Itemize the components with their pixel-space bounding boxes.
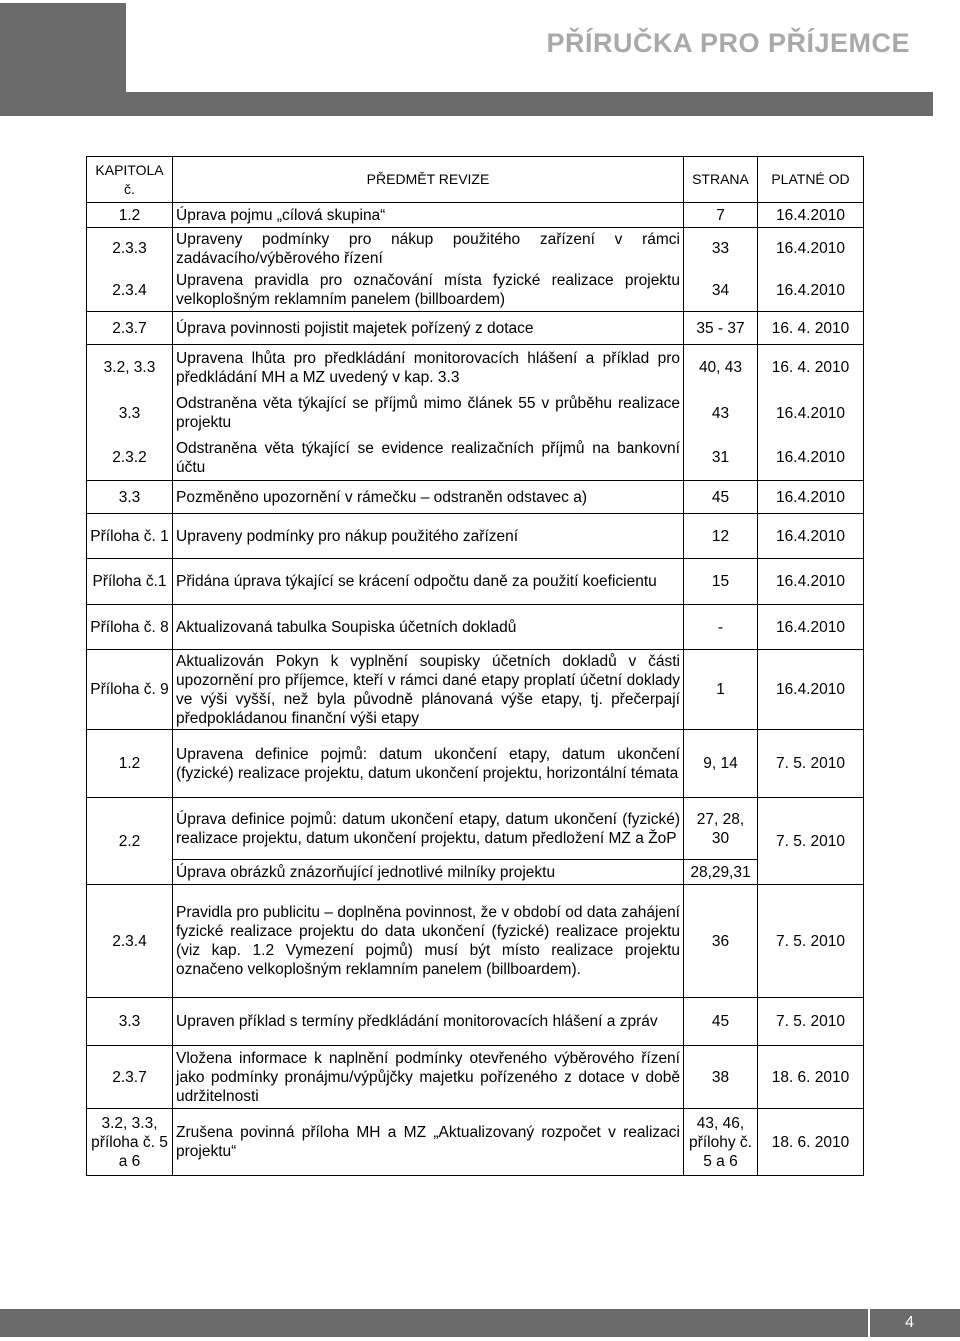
row-chapter: 2.3.4 [87, 885, 173, 998]
header-page: STRANA [684, 157, 758, 203]
row-page: 12 [684, 514, 758, 559]
row-subject: Upravena pravidla pro označování místa fyzické realizace projektu velkoplošným reklamním panelem (billboardem) [173, 270, 684, 312]
row-subject: Aktualizovaná tabulka Soupiska účetních dokladů [173, 605, 684, 650]
page-title: PŘÍRUČKA PRO PŘÍJEMCE [546, 28, 910, 58]
table-row [87, 1046, 864, 1109]
table-row [87, 228, 864, 270]
footer-divider [868, 1309, 870, 1337]
row-chapter: 3.3 [87, 998, 173, 1046]
table-row [87, 1109, 864, 1176]
row-chapter: 3.3 [87, 391, 173, 436]
row-valid: 16.4.2010 [758, 650, 864, 730]
row-subject: Upravena lhůta pro předkládání monitorovacích hlášení a příklad pro předkládání MH a MZ uvedený v kap. 3.3 [173, 345, 684, 391]
row-subject: Pravidla pro publicitu – doplněna povinnost, že v období od data zahájení fyzické realizace projektu do data ukončení (fyzické) realizace projektu (viz kap. 1.2 Vymezení pojmů) musí být místo realizace projektu označeno velkoplošným reklamním panelem (billboardem). [173, 885, 684, 998]
row-valid: 16.4.2010 [758, 228, 864, 270]
row-valid: 16.4.2010 [758, 514, 864, 559]
table-row [87, 270, 864, 312]
table-header-row [87, 157, 864, 203]
row-chapter: 2.3.7 [87, 312, 173, 345]
row-page: 45 [684, 481, 758, 514]
table-row [87, 885, 864, 998]
row-page: 40, 43 [684, 345, 758, 391]
row-subject: Úprava obrázků znázorňující jednotlivé milníky projektu [173, 860, 684, 885]
table-row [87, 860, 864, 885]
table-row [87, 391, 864, 436]
row-valid: 7. 5. 2010 [758, 798, 864, 885]
row-page: 1 [684, 650, 758, 730]
row-subject: Upraven příklad s termíny předkládání monitorovacích hlášení a zpráv [173, 998, 684, 1046]
row-page: 33 [684, 228, 758, 270]
row-subject: Upravena definice pojmů: datum ukončení etapy, datum ukončení (fyzické) realizace projektu, datum ukončení projektu, horizontální témata [173, 730, 684, 798]
header-bar [0, 92, 933, 116]
row-subject: Upraveny podmínky pro nákup použitého zařízení [173, 514, 684, 559]
row-chapter: Příloha č. 9 [87, 650, 173, 730]
row-page: 35 - 37 [684, 312, 758, 345]
row-subject: Odstraněna věta týkající se příjmů mimo článek 55 v průběhu realizace projektu [173, 391, 684, 436]
row-chapter: 2.2 [87, 798, 173, 885]
row-page: 43 [684, 391, 758, 436]
table-row [87, 730, 864, 798]
row-chapter: Příloha č. 8 [87, 605, 173, 650]
table-row [87, 345, 864, 391]
row-page: 43, 46, přílohy č. 5 a 6 [684, 1109, 758, 1176]
row-page: 28,29,31 [684, 860, 758, 885]
table-row [87, 559, 864, 605]
row-chapter: Příloha č.1 [87, 559, 173, 605]
row-chapter: 3.3 [87, 481, 173, 514]
row-subject: Úprava pojmu „cílová skupina“ [173, 203, 684, 228]
row-page: 38 [684, 1046, 758, 1109]
row-page: 7 [684, 203, 758, 228]
row-page: 31 [684, 436, 758, 481]
row-chapter: 2.3.2 [87, 436, 173, 481]
table-row [87, 998, 864, 1046]
row-chapter: 1.2 [87, 730, 173, 798]
row-valid: 16.4.2010 [758, 559, 864, 605]
table-row [87, 605, 864, 650]
row-subject: Aktualizován Pokyn k vyplnění soupisky účetních dokladů v části upozornění pro příjemce, kteří v rámci dané etapy proplatí účetní doklady ve výši vyšší, než byla původně plánovaná výše etapy, tj. přečerpají předpokládanou finanční výši etapy [173, 650, 684, 730]
row-subject: Zrušena povinná příloha MH a MZ „Aktualizovaný rozpočet v realizaci projektu“ [173, 1109, 684, 1176]
table-row [87, 436, 864, 481]
row-page: 45 [684, 998, 758, 1046]
row-chapter: 2.3.3 [87, 228, 173, 270]
table-row [87, 650, 864, 730]
table-row [87, 203, 864, 228]
row-valid: 18. 6. 2010 [758, 1109, 864, 1176]
row-page: - [684, 605, 758, 650]
row-page: 36 [684, 885, 758, 998]
row-subject: Upraveny podmínky pro nákup použitého zařízení v rámci zadávacího/výběrového řízení [173, 228, 684, 270]
table-row [87, 481, 864, 514]
row-valid: 16.4.2010 [758, 605, 864, 650]
table-row [87, 312, 864, 345]
row-chapter: 3.2, 3.3 [87, 345, 173, 391]
row-chapter: 2.3.4 [87, 270, 173, 312]
row-page: 34 [684, 270, 758, 312]
table-row [87, 798, 864, 860]
row-page: 27, 28, 30 [684, 798, 758, 860]
page-number: 4 [905, 1314, 914, 1331]
row-valid: 16.4.2010 [758, 436, 864, 481]
header-subject: PŘEDMĚT REVIZE [173, 157, 684, 203]
row-chapter: 2.3.7 [87, 1046, 173, 1109]
row-valid: 16.4.2010 [758, 203, 864, 228]
row-valid: 7. 5. 2010 [758, 998, 864, 1046]
row-page: 9, 14 [684, 730, 758, 798]
row-subject: Vložena informace k naplnění podmínky otevřeného výběrového řízení jako podmínky pronájmu/výpůjčky majetku pořízeného z dotace v době udržitelnosti [173, 1046, 684, 1109]
row-subject: Úprava povinnosti pojistit majetek pořízený z dotace [173, 312, 684, 345]
revision-table [86, 156, 864, 1176]
row-valid: 16. 4. 2010 [758, 312, 864, 345]
row-valid: 16.4.2010 [758, 270, 864, 312]
row-subject: Odstraněna věta týkající se evidence realizačních příjmů na bankovní účtu [173, 436, 684, 481]
header-chapter: KAPITOLA č. [87, 157, 173, 203]
row-chapter: 3.2, 3.3, příloha č. 5 a 6 [87, 1109, 173, 1176]
footer-bar [0, 1309, 960, 1337]
row-chapter: Příloha č. 1 [87, 514, 173, 559]
header-block [0, 3, 126, 97]
row-subject: Přidána úprava týkající se krácení odpočtu daně za použití koeficientu [173, 559, 684, 605]
row-page: 15 [684, 559, 758, 605]
row-valid: 7. 5. 2010 [758, 730, 864, 798]
header-valid: PLATNÉ OD [758, 157, 864, 203]
row-valid: 7. 5. 2010 [758, 885, 864, 998]
table-row [87, 514, 864, 559]
row-valid: 16.4.2010 [758, 481, 864, 514]
row-subject: Úprava definice pojmů: datum ukončení etapy, datum ukončení (fyzické) realizace projektu, datum ukončení projektu, datum předložení MZ a ŽoP [173, 798, 684, 860]
row-valid: 16. 4. 2010 [758, 345, 864, 391]
row-subject: Pozměněno upozornění v rámečku – odstraněn odstavec a) [173, 481, 684, 514]
row-valid: 18. 6. 2010 [758, 1046, 864, 1109]
row-chapter: 1.2 [87, 203, 173, 228]
row-valid: 16.4.2010 [758, 391, 864, 436]
